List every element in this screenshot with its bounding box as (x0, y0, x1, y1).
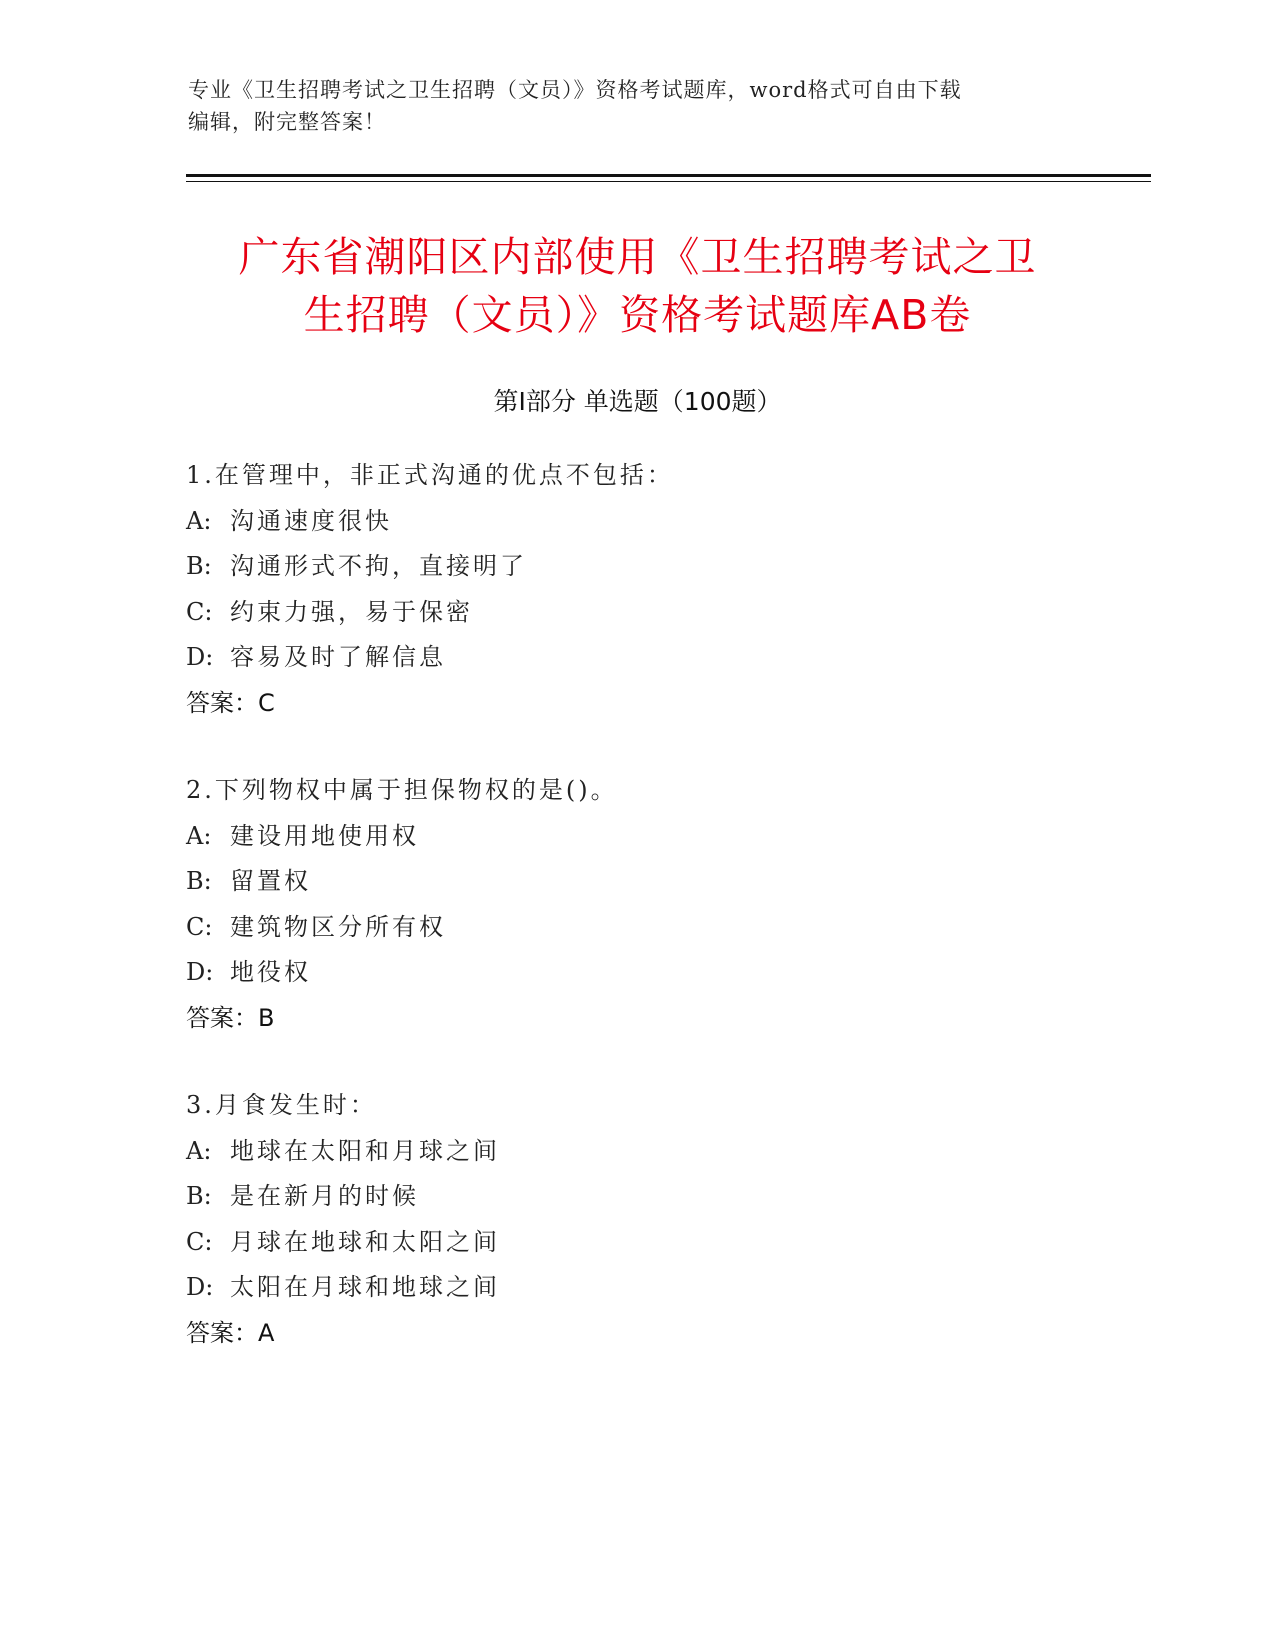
option-text: 约束力强，易于保密 (230, 597, 473, 626)
question-3 (186, 1083, 1086, 1356)
option-text: 容易及时了解信息 (230, 643, 446, 671)
option-key: A: (186, 506, 212, 535)
question-2 (186, 768, 1086, 1041)
option-c (186, 905, 1086, 951)
header-note (188, 74, 1088, 138)
option-text: 留置权 (230, 867, 311, 895)
option-b (186, 1174, 1086, 1220)
option-text: 建设用地使用权 (230, 821, 419, 850)
option-text: 沟通速度很快 (230, 506, 392, 535)
option-d (186, 950, 1086, 996)
option-key: A: (186, 1136, 212, 1165)
answer: 答案：C (186, 688, 275, 717)
option-c (186, 590, 1086, 636)
option-text: 地球在太阳和月球之间 (230, 1136, 500, 1165)
option-key: C: (186, 912, 213, 941)
option-key: C: (186, 1227, 213, 1256)
option-text: 是在新月的时候 (230, 1182, 419, 1210)
option-b (186, 859, 1086, 905)
question-stem: 1.在管理中，非正式沟通的优点不包括： (186, 461, 674, 489)
header-rule-thin (186, 181, 1151, 182)
option-b (186, 544, 1086, 590)
option-c (186, 1220, 1086, 1266)
option-text: 沟通形式不拘，直接明了 (230, 552, 527, 580)
option-key: B: (186, 552, 212, 580)
section-title: 第Ⅰ部分 单选题（100题） (493, 387, 782, 416)
header-rule-thick (186, 174, 1151, 177)
option-a (186, 1129, 1086, 1175)
option-key: D: (186, 643, 214, 671)
option-key: D: (186, 958, 214, 986)
document-title-line-1: 广东省潮阳区内部使用《卫生招聘考试之卫 (238, 233, 1037, 281)
option-a (186, 499, 1086, 545)
question-1 (186, 453, 1086, 726)
option-key: C: (186, 597, 213, 626)
option-key: B: (186, 867, 212, 895)
answer: 答案：B (186, 1003, 275, 1032)
option-d (186, 1265, 1086, 1311)
header-note-line-2: 编辑，附完整答案！ (188, 110, 386, 134)
option-a (186, 814, 1086, 860)
option-text: 地役权 (230, 958, 311, 986)
option-d (186, 635, 1086, 681)
option-text: 月球在地球和太阳之间 (230, 1227, 500, 1256)
document-title-line-2: 生招聘（文员）》资格考试题库AB卷 (303, 291, 972, 339)
option-text: 太阳在月球和地球之间 (230, 1273, 500, 1301)
option-key: B: (186, 1182, 212, 1210)
header-note-line-1: 专业《卫生招聘考试之卫生招聘（文员）》资格考试题库，word格式可自由下载 (188, 78, 962, 102)
question-stem: 2.下列物权中属于担保物权的是()。 (186, 776, 618, 804)
option-text: 建筑物区分所有权 (230, 912, 446, 941)
document-title (160, 228, 1115, 344)
answer: 答案：A (186, 1318, 275, 1347)
option-key: A: (186, 821, 212, 850)
question-stem: 3.月食发生时： (186, 1091, 377, 1119)
option-key: D: (186, 1273, 214, 1301)
